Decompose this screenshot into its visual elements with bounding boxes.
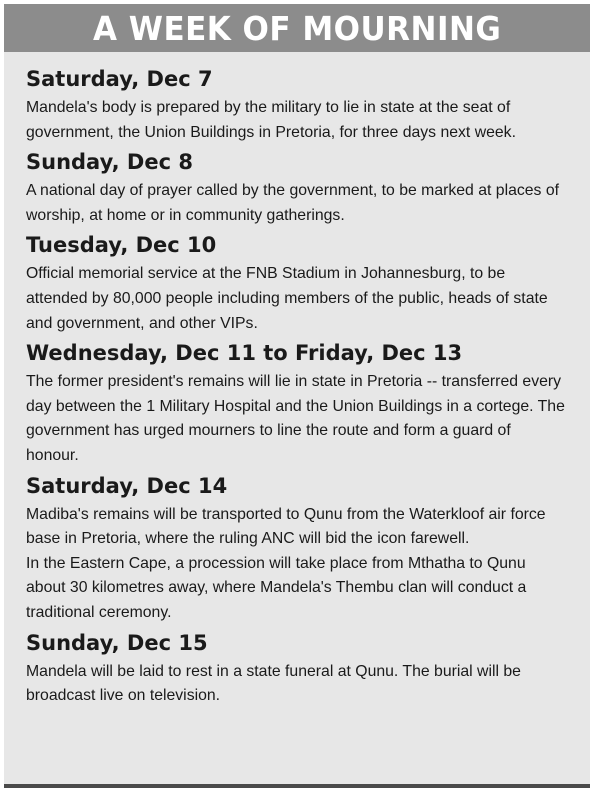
event-date: Tuesday, Dec 10 [26, 233, 217, 258]
event-date: Sunday, Dec 8 [26, 150, 193, 175]
schedule-list [4, 52, 590, 709]
event-description: Mandela's body is prepared by the military to lie in state at the seat of government, the Union Buildings in Pretoria, for three days next week. [26, 99, 516, 141]
event-saturday-dec-14 [26, 469, 566, 626]
event-date: Saturday, Dec 7 [26, 67, 213, 91]
event-description-continued: In the Eastern Cape, a procession will take place from Mthatha to Qunu about 30 kilometres away, where Mandela's Thembu clan will conduct a traditional ceremony. [26, 554, 527, 621]
event-description: Madiba's remains will be transported to Qunu from the Waterkloof air force base in Pretoria, where the ruling ANC will bid the icon farewell. [26, 505, 546, 548]
event-date: Sunday, Dec 15 [26, 630, 208, 655]
event-description: A national day of prayer called by the government, to be marked at places of worship, at home or in community gatherings. [26, 182, 560, 224]
event-date: Wednesday, Dec 11 to Friday, Dec 13 [26, 341, 463, 366]
event-saturday-dec-7 [26, 62, 566, 145]
event-description: The former president's remains will lie in state in Pretoria -- transferred every day between the 1 Military Hospital and the Union Buildings in a cortege. The government has urged mourners to line the route and form a guard of honour. [26, 373, 565, 464]
event-sunday-dec-8 [26, 145, 566, 228]
event-wednesday-dec-11-to-friday-dec-13 [26, 336, 566, 468]
page-title: A WEEK OF MOURNING [92, 8, 502, 48]
event-sunday-dec-15 [26, 626, 566, 709]
event-tuesday-dec-10 [26, 228, 566, 336]
event-description: Official memorial service at the FNB Stadium in Johannesburg, to be attended by 80,000 people including members of the public, heads of state and government, and other VIPs. [26, 265, 548, 332]
mourning-schedule-panel [4, 4, 590, 788]
event-description: Mandela will be laid to rest in a state funeral at Qunu. The burial will be broadcast live on television. [26, 662, 521, 705]
header-bar [4, 4, 590, 52]
event-date: Saturday, Dec 14 [26, 473, 228, 498]
